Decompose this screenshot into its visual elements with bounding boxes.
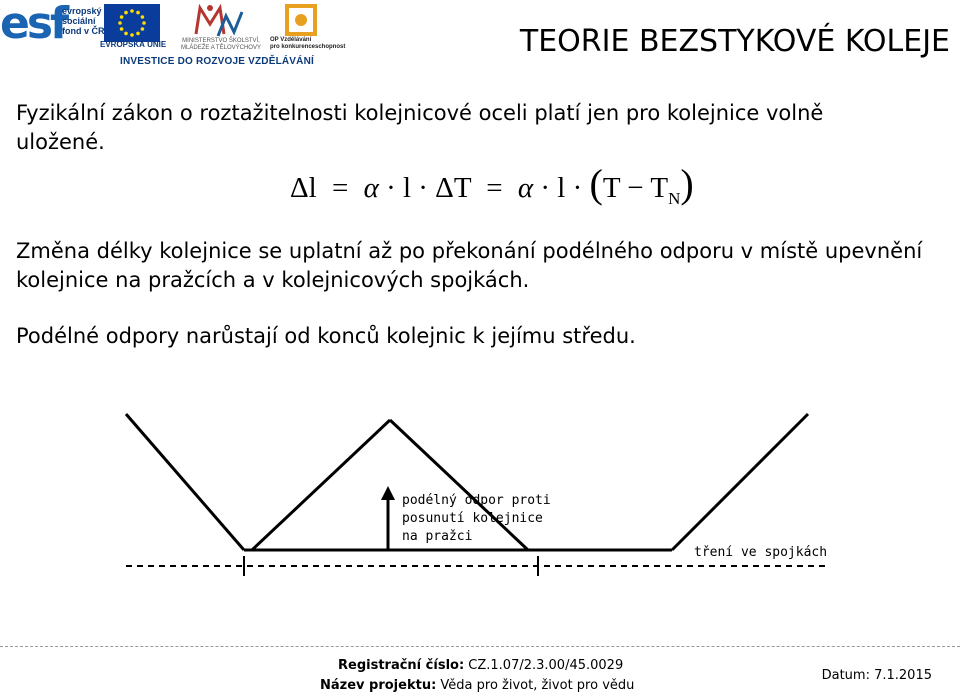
project-label: Název projektu: [320,678,437,693]
msmt-caption-line: MINISTERSTVO ŠKOLSTVÍ, [182,38,260,44]
registration-value: CZ.1.07/2.3.00/45.0029 [464,658,624,673]
footer-divider [0,646,960,647]
resistance-diagram [0,400,960,600]
expansion-formula [290,160,694,209]
date-label: Datum: 7.1.2015 [821,668,932,683]
paragraph-length-change: Změna délky kolejnice se uplatní až po překonání podélného odporu v místě upevnění kolejnice na pražcích a v kolejnicových spojkách. [16,239,923,292]
diagram-label-line: posunutí kolejnice [402,511,543,526]
formula-equals: = [486,172,503,204]
arrow-head-icon [381,486,395,500]
formula-paren-open: ( [589,161,603,206]
formula-alpha: α [363,172,379,204]
formula-subscript: N [668,188,681,208]
op-logo-icon [283,2,319,38]
resistance-line [126,414,244,550]
formula-paren-close: ) [680,161,694,206]
esf-logo-text: esf [0,0,67,49]
esf-sub-line: sociální [62,16,96,26]
paragraph-longitudinal-resistance: Podélné odpory narůstají od konců kolejnic k jejímu středu. [16,324,636,348]
esf-sub-line: evropský [62,6,102,16]
msmt-logo-icon [190,2,250,40]
formula-alpha: α [517,172,534,204]
formula-term: · l · [540,172,583,204]
esf-sub-line: fond v ČR [62,26,105,36]
formula-term: · l · ΔT [386,172,472,204]
msmt-caption [166,38,276,52]
diagram-label-line: na pražci [402,529,473,544]
resistance-line [672,414,808,550]
formula-equals: = [331,172,349,204]
project-name [320,678,634,693]
eu-caption: EVROPSKÁ UNIE [100,40,167,49]
project-value: Věda pro život, život pro vědu [436,678,635,693]
op-caption-line: pro konkurenceschopnost [270,44,346,50]
page-title: TEORIE BEZSTYKOVÉ KOLEJE [519,24,950,59]
esf-logo [0,0,110,52]
op-caption [270,37,345,51]
msmt-caption-line: MLÁDEŽE A TĚLOVÝCHOVY [181,45,261,51]
paragraph-expansion-law: Fyzikální zákon o roztažitelnosti kolejnicové oceli platí jen pro kolejnice volně uložené. [16,101,824,154]
investice-caption: INVESTICE DO ROZVOJE VZDĚLÁVÁNÍ [120,56,315,67]
formula-lhs: Δl [290,172,317,204]
eu-flag-icon [104,4,160,42]
resistance-line [252,420,390,550]
diagram-label-line: podélný odpor proti [402,493,551,508]
registration-label: Registrační číslo: [338,658,465,673]
formula-difference: T − T [602,172,669,204]
registration-number [338,658,623,673]
diagram-label-friction: tření ve spojkách [694,545,828,560]
op-caption-line: OP Vzdělávání [270,37,312,43]
